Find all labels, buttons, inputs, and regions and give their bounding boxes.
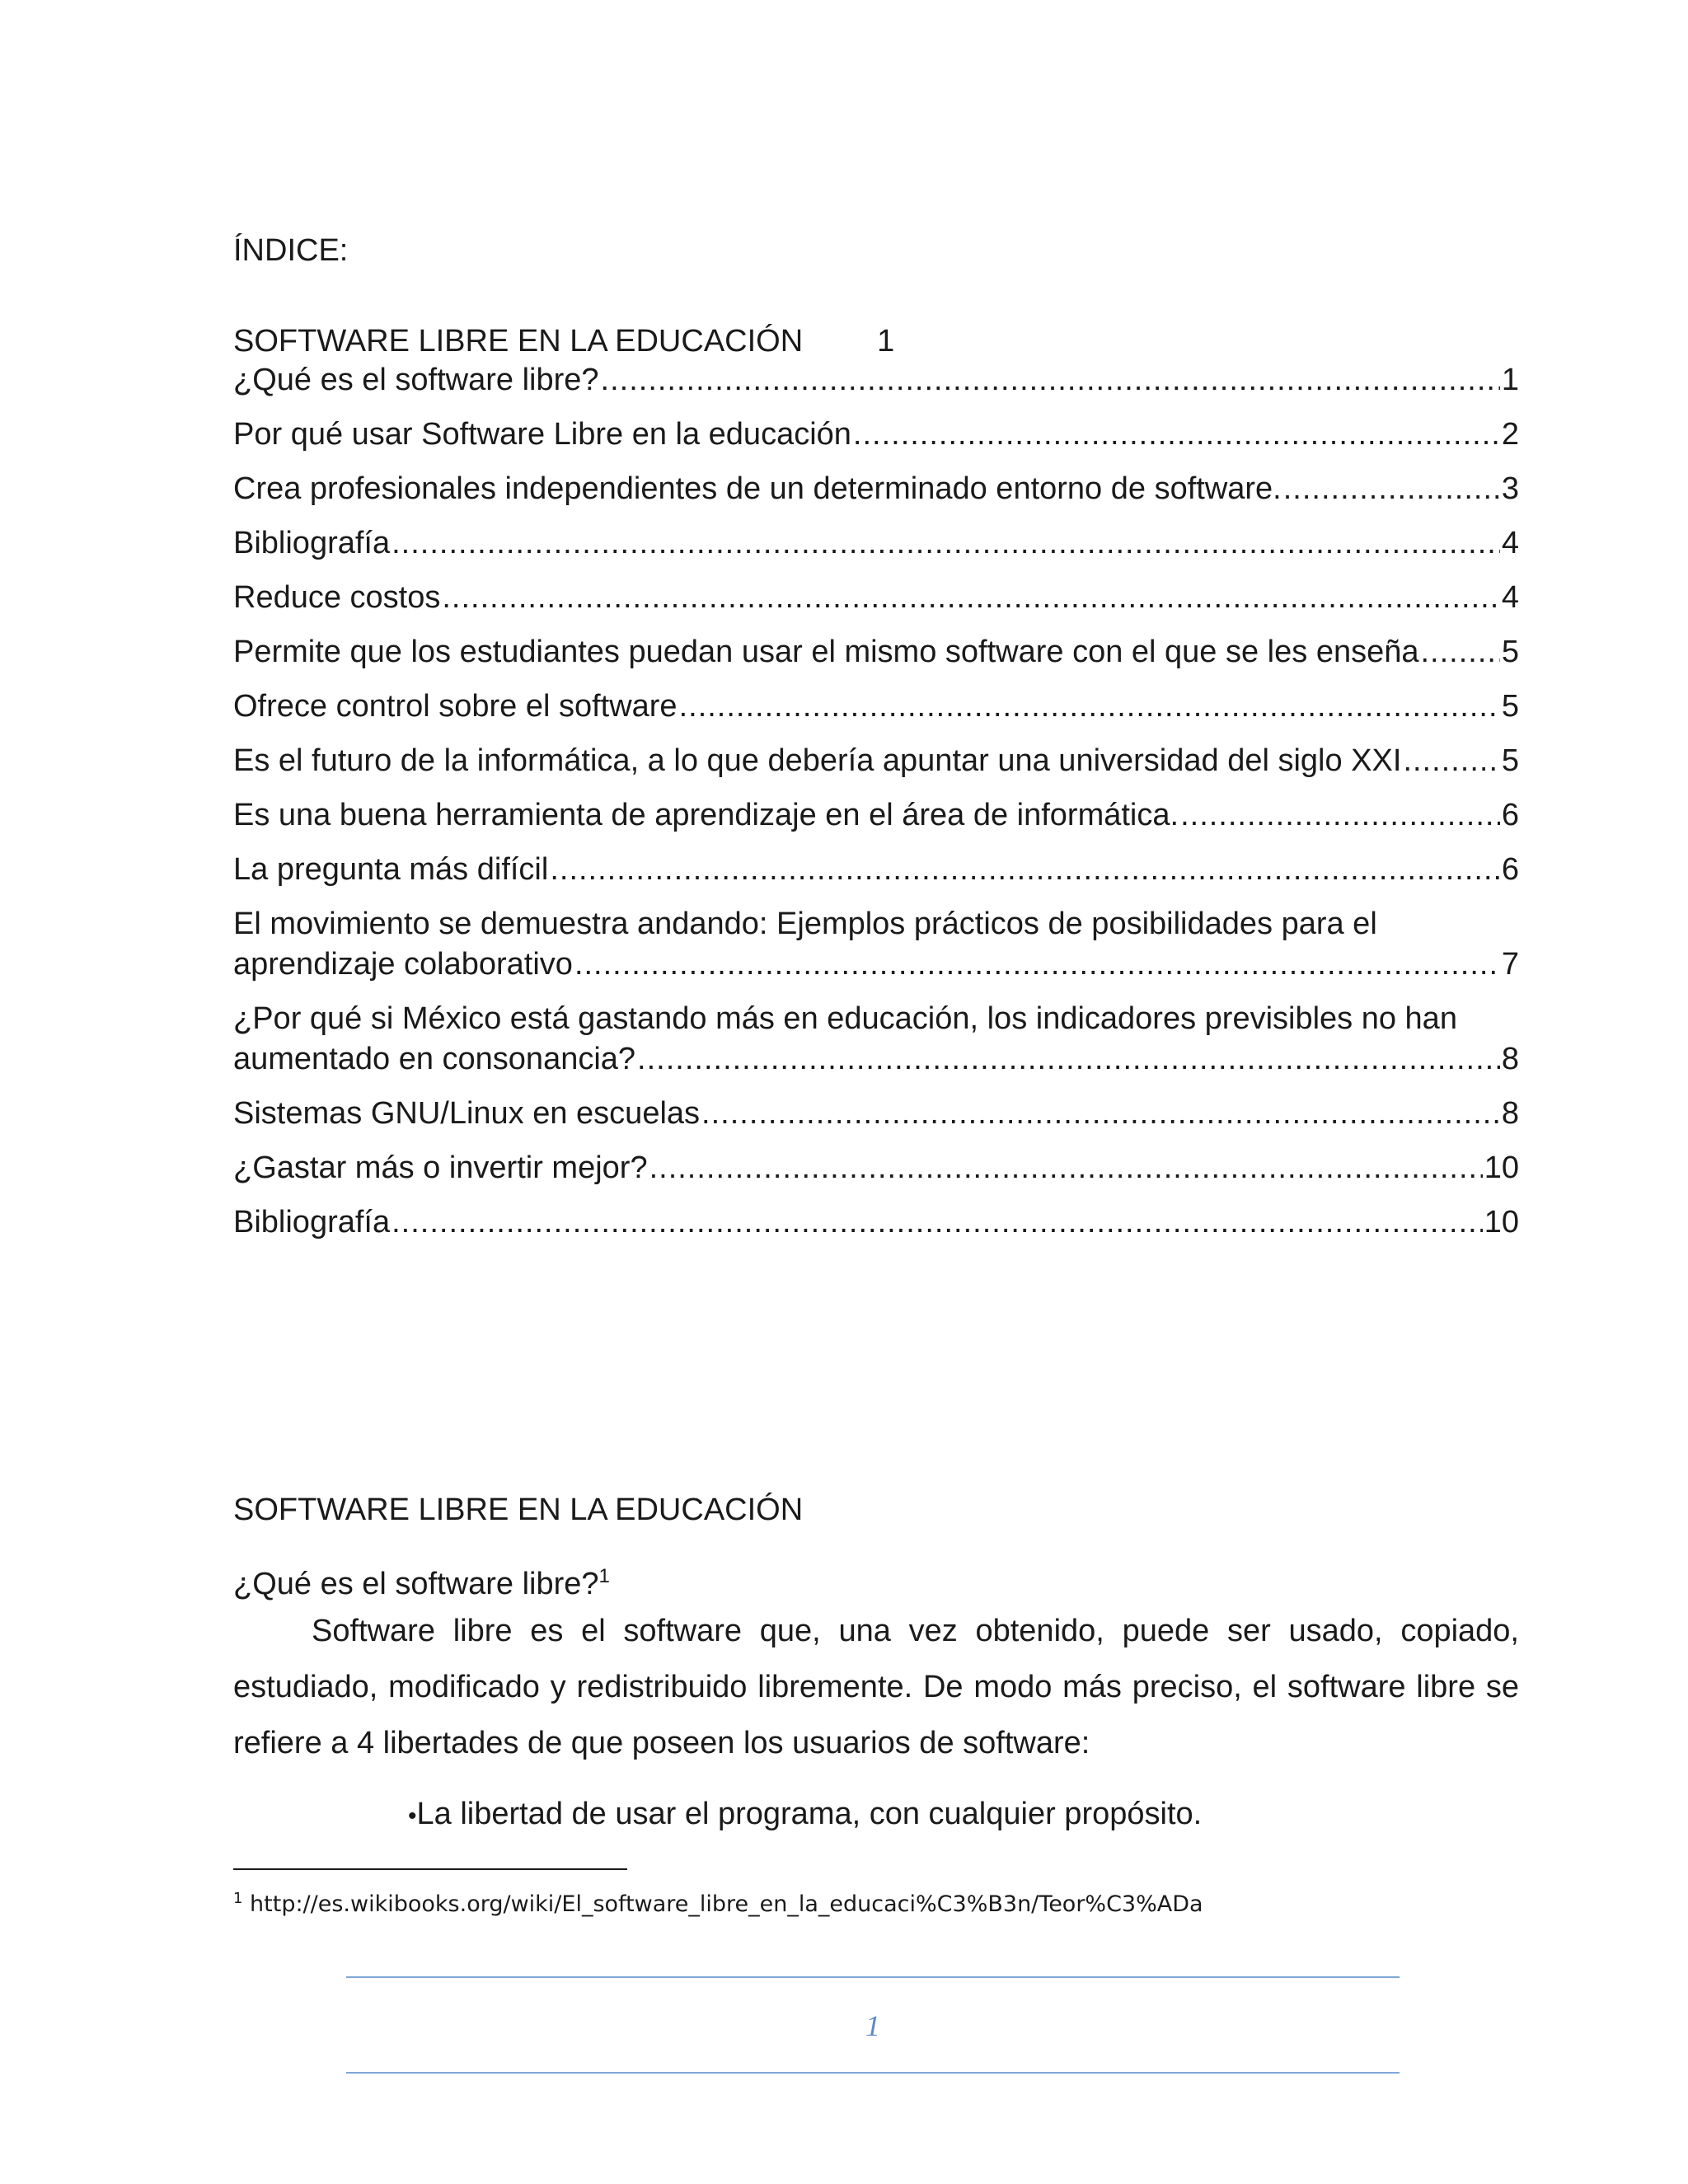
toc-entry-page: 6 — [1501, 798, 1519, 832]
toc-leader — [853, 415, 1500, 455]
toc-entry-label: Ofrece control sobre el software — [233, 689, 678, 724]
bullet-text: La libertad de usar el programa, con cualquier propósito. — [416, 1797, 1203, 1831]
footnote — [233, 1890, 1203, 1919]
question-text: ¿Qué es el software libre? — [233, 1567, 599, 1601]
toc-entry-label: Permite que los estudiantes puedan usar el mismo software con el que se les enseña — [233, 635, 1419, 669]
footnote-link[interactable]: http://es.wikibooks.org/wiki/El_software_libre_en_la_educaci%C3%B3n/Teor%C3%ADa — [242, 1891, 1203, 1917]
toc-heading-page: 1 — [877, 324, 895, 359]
body-paragraph: Software libre es el software que, una vez obtenido, puede ser usado, copiado, estudiado, modificado y redistribuido libremente. De modo más preciso, el software libre se refiere a 4 libertades de que poseen los usuarios de software: — [233, 1614, 1519, 1760]
toc-entry[interactable] — [233, 904, 1519, 985]
toc-leader — [442, 578, 1499, 618]
toc-entry[interactable] — [233, 1094, 1519, 1134]
toc-leader — [1421, 632, 1500, 673]
toc-entry-page: 5 — [1501, 635, 1519, 669]
toc-entry-page: 8 — [1501, 1096, 1519, 1131]
toc-entry-label: Por qué usar Software Libre en la educación — [233, 417, 851, 452]
toc-heading[interactable] — [233, 321, 894, 361]
toc-entry[interactable] — [233, 687, 1519, 727]
toc-leader — [601, 360, 1500, 401]
toc-entry-label: Es una buena herramienta de aprendizaje en el área de informática. — [233, 798, 1179, 832]
toc-entry[interactable] — [233, 469, 1519, 509]
toc-leader — [637, 1039, 1500, 1080]
footnote-separator — [233, 1868, 627, 1870]
toc-entry[interactable] — [233, 741, 1519, 781]
bullet-item — [408, 1794, 1202, 1836]
toc-entry[interactable] — [233, 850, 1519, 890]
footnote-reference[interactable]: 1 — [598, 1565, 610, 1587]
toc-entry-label: aumentado en consonancia? — [233, 1042, 636, 1076]
toc-entry-label: ¿Qué es el software libre? — [233, 363, 599, 397]
toc-entry-page: 3 — [1501, 471, 1519, 506]
toc-heading-label: SOFTWARE LIBRE EN LA EDUCACIÓN — [233, 324, 804, 359]
toc-entry-page: 7 — [1501, 947, 1519, 982]
footer-rule-bottom — [346, 2072, 1400, 2074]
toc-entry-page: 5 — [1501, 743, 1519, 778]
toc-entry-page: 6 — [1501, 852, 1519, 887]
toc-list — [233, 360, 1519, 1257]
toc-entry-label: Reduce costos — [233, 580, 441, 615]
page-number: 1 — [865, 2009, 880, 2042]
toc-leader — [1283, 469, 1500, 509]
toc-entry[interactable] — [233, 999, 1519, 1080]
toc-entry-label: La pregunta más difícil — [233, 852, 549, 887]
footer-rule-top — [346, 1976, 1400, 1978]
toc-leader — [1180, 795, 1500, 836]
toc-leader — [550, 850, 1500, 890]
toc-entry[interactable] — [233, 523, 1519, 564]
toc-entry-page: 8 — [1501, 1042, 1519, 1076]
footnote-number: 1 — [233, 1890, 243, 1907]
bullet-icon: • — [408, 1802, 417, 1830]
toc-leader — [1403, 741, 1499, 781]
toc-entry-label: Sistemas GNU/Linux en escuelas — [233, 1096, 701, 1131]
toc-entry[interactable] — [233, 1148, 1519, 1188]
toc-entry-label: Es el futuro de la informática, a lo que debería apuntar una universidad del siglo XXI — [233, 743, 1402, 778]
toc-entry[interactable] — [233, 795, 1519, 836]
toc-entry-page: 10 — [1484, 1151, 1519, 1185]
toc-entry-label-line1: ¿Por qué si México está gastando más en educación, los indicadores previsibles no han — [233, 1001, 1457, 1036]
toc-entry[interactable] — [233, 632, 1519, 673]
toc-entry-page: 1 — [1501, 363, 1519, 397]
toc-entry-label: Bibliografía — [233, 526, 391, 560]
toc-entry-label-line1: El movimiento se demuestra andando: Ejemplos prácticos de posibilidades para el — [233, 907, 1377, 941]
toc-title: ÍNDICE: — [233, 233, 349, 268]
toc-leader — [649, 1148, 1483, 1188]
toc-entry[interactable] — [233, 1202, 1519, 1243]
toc-entry-label: Bibliografía — [233, 1205, 391, 1240]
toc-entry-label: ¿Gastar más o invertir mejor? — [233, 1151, 648, 1185]
toc-leader — [392, 523, 1500, 564]
toc-entry-label: aprendizaje colaborativo — [233, 947, 573, 982]
toc-entry[interactable] — [233, 415, 1519, 455]
section-question — [233, 1564, 610, 1604]
section-heading: SOFTWARE LIBRE EN LA EDUCACIÓN — [233, 1493, 804, 1527]
toc-entry-page: 4 — [1501, 580, 1519, 615]
toc-leader — [679, 687, 1500, 727]
toc-leader — [574, 944, 1500, 985]
toc-entry-page: 2 — [1501, 417, 1519, 452]
toc-entry-label: Crea profesionales independientes de un determinado entorno de software. — [233, 471, 1282, 506]
toc-entry[interactable] — [233, 360, 1519, 401]
toc-leader — [701, 1094, 1500, 1134]
toc-entry-page: 5 — [1501, 689, 1519, 724]
toc-leader — [392, 1202, 1483, 1243]
toc-entry-page: 10 — [1484, 1205, 1519, 1240]
toc-entry[interactable] — [233, 578, 1519, 618]
toc-entry-page: 4 — [1501, 526, 1519, 560]
